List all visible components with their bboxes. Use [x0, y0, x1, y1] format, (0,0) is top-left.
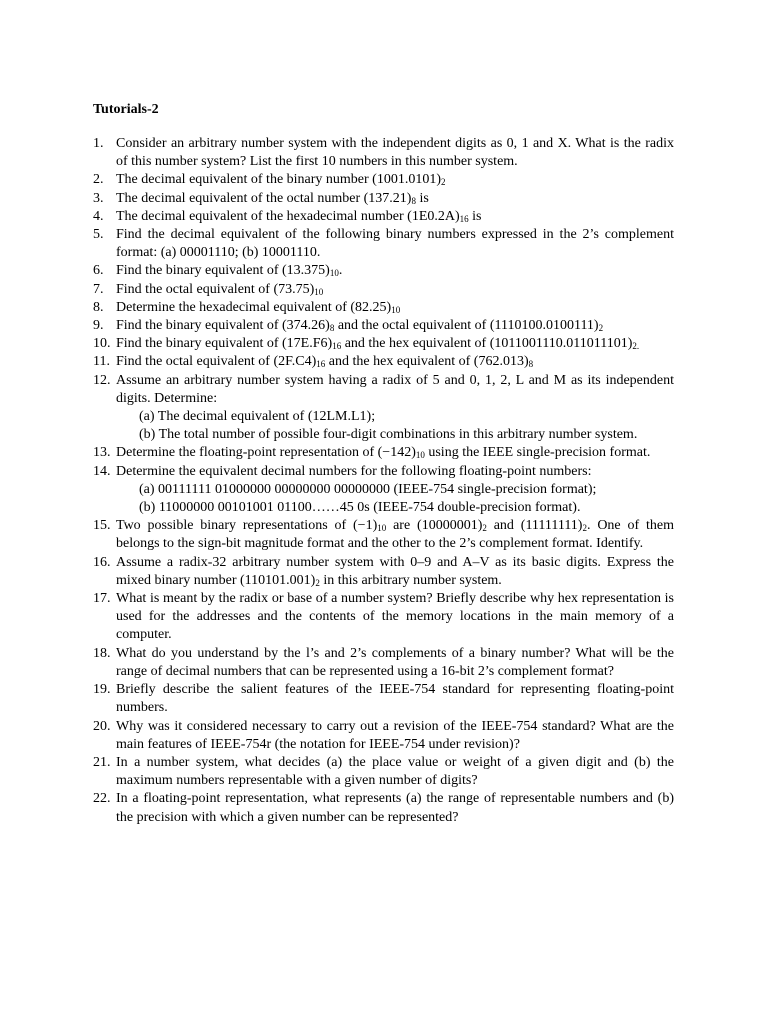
subscript: 16	[332, 341, 342, 352]
question-item	[93, 754, 674, 790]
subscript: 2	[482, 523, 487, 534]
question-text: Assume an arbitrary number system having a radix of 5 and 0, 1, 2, L and M as its independent digits. Determine:	[116, 372, 674, 406]
question-number: 1.	[93, 136, 104, 151]
question-item	[93, 281, 674, 299]
question-subpart: (b) 11000000 00101001 01100……45 0s (IEEE-754 double-precision format).	[139, 500, 581, 516]
subscript: 16	[316, 359, 326, 370]
question-text: Consider an arbitrary number system with the independent digits as 0, 1 and X. What is the radix of this number system? List the first 10 numbers in this number system.	[116, 136, 674, 170]
question-text: The decimal equivalent of the hexadecimal number $(1E0.2A)_{16}$ is	[116, 208, 482, 224]
question-item	[93, 718, 674, 754]
question-number: 7.	[93, 281, 104, 297]
question-text: In a number system, what decides (a) the place value or weight of a given digit and (b) the maximum numbers representable with a given number of digits?	[116, 754, 674, 789]
question-number: 9.	[93, 318, 104, 334]
question-item	[93, 590, 674, 645]
question-text: Assume a radix-32 arbitrary number system with 0–9 and A–V as its basic digits. Express the mixed binary number $(110101.001)_2$ in this arbitrary number system.	[116, 554, 674, 588]
question-text: What is meant by the radix or base of a number system? Briefly describe why hex representation is used for the addresses and the contents of the memory locations in the main memory of a computer.	[116, 591, 674, 643]
question-text: Find the octal equivalent of $(73.75)_{10}$	[116, 281, 324, 297]
question-text: Determine the floating-point representation of $(-142)_{10}$ using the IEEE single-precision format.	[116, 445, 651, 461]
subscript: 2.	[632, 341, 640, 352]
question-item	[93, 226, 674, 262]
question-number: 8.	[93, 299, 104, 315]
question-item	[93, 190, 674, 208]
question-text: Find the binary equivalent of $(17E.F6)_{16}$ and the hex equivalent of $(1011001110.011011101)_{2.}$	[116, 336, 640, 352]
question-text: Determine the equivalent decimal numbers for the following floating-point numbers:	[116, 463, 592, 479]
question-item	[93, 444, 674, 462]
question-text: The decimal equivalent of the binary number $(1001.0101)_2$	[116, 172, 446, 188]
question-number: 4.	[93, 208, 104, 224]
question-text: Find the binary equivalent of $(374.26)_8$ and the octal equivalent of $(1110100.0100111)_2$	[116, 318, 604, 334]
question-item	[93, 171, 674, 189]
question-number: 5.	[93, 227, 104, 243]
subscript: 16	[459, 213, 469, 224]
question-subpart: (b) The total number of possible four-digit combinations in this arbitrary number system.	[139, 427, 638, 443]
question-subpart: (a) The decimal equivalent of (12LM.L1);	[139, 409, 376, 425]
question-number: 21.	[93, 754, 111, 770]
question-number: 19.	[93, 682, 111, 698]
question-number: 13.	[93, 445, 111, 461]
subscript: 2	[598, 323, 604, 334]
question-number: 14.	[93, 463, 111, 479]
question-number: 2.	[93, 172, 104, 188]
question-number: 12.	[93, 372, 111, 388]
question-number: 20.	[93, 718, 111, 734]
question-item	[93, 299, 674, 317]
subscript: 10	[391, 304, 401, 315]
question-subpart: (a) 00111111 01000000 00000000 00000000 (IEEE-754 single-precision format);	[139, 481, 597, 497]
subscript: 10	[329, 268, 339, 279]
question-item	[93, 790, 674, 826]
subscript: 2	[315, 577, 320, 588]
question-number: 22.	[93, 791, 111, 807]
question-item	[93, 645, 674, 681]
question-number: 16.	[93, 554, 111, 570]
question-item	[93, 353, 674, 371]
question-text: The decimal equivalent of the octal number $(137.21)_8$ is	[116, 190, 429, 206]
question-text: Find the octal equivalent of $(2F.C4)_{16}$ and the hex equivalent of $(762.013)_8$	[116, 354, 534, 370]
subscript: 8	[528, 359, 534, 370]
question-item	[93, 262, 674, 280]
question-text: What do you understand by the l’s and 2’s complements of a binary number? What will be the range of decimal numbers that can be represented using a 16-bit 2’s complement format?	[116, 645, 674, 679]
question-text: Determine the hexadecimal equivalent of $(82.25)_{10}$	[116, 299, 401, 315]
subscript: 2	[582, 523, 587, 534]
question-item	[93, 135, 674, 171]
subscript: 10	[377, 523, 387, 534]
question-item	[93, 317, 674, 335]
question-number: 15.	[93, 518, 111, 534]
question-text: In a floating-point representation, what represents (a) the range of representable numbers and (b) the precision with which a given number can be represented?	[116, 791, 674, 825]
question-item	[93, 681, 674, 717]
question-item	[93, 372, 674, 408]
question-number: 18.	[93, 645, 111, 661]
subscript: 2	[441, 177, 446, 188]
subscript: 10	[415, 450, 425, 461]
question-number: 3.	[93, 190, 104, 206]
question-number: 17.	[93, 591, 111, 607]
question-item	[93, 517, 674, 553]
page-title: Tutorials-2	[93, 102, 159, 117]
subscript: 8	[411, 195, 416, 206]
question-text: Find the binary equivalent of $(13.375)_{10}$.	[116, 263, 343, 279]
question-text: Two possible binary representations of $(-1)_{10}$ are $(10000001)_2$ and $(11111111)_2$. One of them belongs to the sign-bit magnitude format and the other to the 2’s complement format. Identify.	[116, 518, 675, 552]
question-text: Briefly describe the salient features of the IEEE-754 standard for representing floating-point numbers.	[116, 682, 674, 716]
question-number: 11.	[93, 354, 110, 370]
subscript: 8	[329, 323, 335, 334]
question-item	[93, 335, 674, 353]
question-number: 6.	[93, 263, 104, 279]
question-item	[93, 554, 674, 590]
question-item	[93, 463, 674, 481]
question-text: Why was it considered necessary to carry out a revision of the IEEE-754 standard? What are the main features of IEEE-754r (the notation for IEEE-754 under revision)?	[116, 718, 674, 752]
question-list	[93, 135, 674, 827]
question-number: 10.	[93, 336, 111, 352]
question-item	[93, 208, 674, 226]
question-text: Find the decimal equivalent of the following binary numbers expressed in the 2’s complement format: (a) 00001110; (b) 10001110.	[116, 227, 674, 261]
subscript: 10	[314, 286, 324, 297]
